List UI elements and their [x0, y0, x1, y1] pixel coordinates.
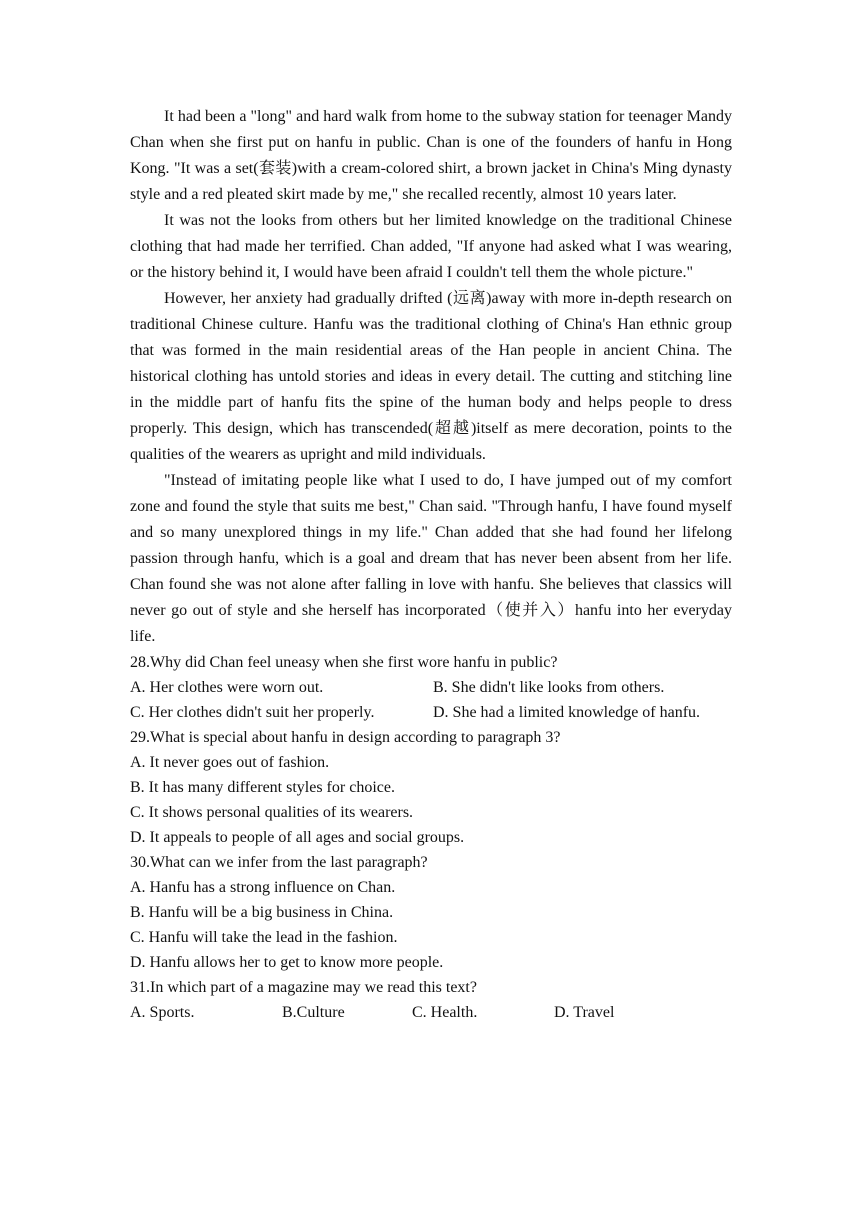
question-28 [130, 650, 732, 725]
option-b: B. Hanfu will be a big business in China. [130, 904, 394, 921]
question-stem: 30.What can we infer from the last paragraph? [130, 854, 428, 871]
question-stem: 31.In which part of a magazine may we read this text? [130, 979, 477, 996]
paragraph-1: It had been a "long" and hard walk from home to the subway station for teenager Mandy Chan when she first put on hanfu in public. Chan is one of the founders of hanfu in Hong Kong. "It was a set(套装)with a cream-colored shirt, a brown jacket in China's Ming dynasty style and a red pleated skirt made by me," she recalled recently, almost 10 years later. [130, 108, 732, 203]
document-page [130, 104, 732, 1025]
option-d: D. Travel [554, 1004, 615, 1021]
paragraph-3: However, her anxiety had gradually drifted (远离)away with more in-depth research on traditional Chinese culture. Hanfu was the traditional clothing of China's Han ethnic group that was formed in the main residential areas of the Han people in ancient China. The historical clothing has untold stories and ideas in every detail. The cutting and stitching line in the middle part of hanfu fits the spine of the human body and helps people to dress properly. This design, which has transcended(超越)itself as mere decoration, points to the qualities of the wearers as upright and mild individuals. [130, 290, 732, 463]
option-c: C. Hanfu will take the lead in the fashion. [130, 929, 398, 946]
reading-passage [130, 104, 732, 650]
option-grid [130, 675, 732, 725]
question-list [130, 650, 732, 1025]
option-d: D. She had a limited knowledge of hanfu. [433, 704, 701, 721]
question-stem: 28.Why did Chan feel uneasy when she first wore hanfu in public? [130, 654, 558, 671]
option-a: A. Hanfu has a strong influence on Chan. [130, 879, 396, 896]
option-d: D. It appeals to people of all ages and social groups. [130, 829, 465, 846]
paragraph-4: "Instead of imitating people like what I used to do, I have jumped out of my comfort zone and found the style that suits me best," Chan said. "Through hanfu, I have found myself and so many unexplored things in my life." Chan added that she had found her lifelong passion through hanfu, which is a goal and dream that has never been absent from her life. Chan found she was not alone after falling in love with hanfu. She believes that classics will never go out of style and she herself has incorporated（使并入）hanfu into her everyday life. [130, 472, 732, 645]
option-c: C. It shows personal qualities of its wearers. [130, 804, 414, 821]
option-b: B. She didn't like looks from others. [433, 679, 665, 696]
option-b: B.Culture [282, 1004, 345, 1021]
question-30 [130, 850, 732, 975]
option-c: C. Her clothes didn't suit her properly. [130, 704, 375, 721]
option-d: D. Hanfu allows her to get to know more people. [130, 954, 444, 971]
option-a: A. Her clothes were worn out. [130, 679, 324, 696]
option-a: A. Sports. [130, 1004, 195, 1021]
option-c: C. Health. [412, 1004, 478, 1021]
question-29 [130, 725, 732, 850]
option-row [130, 1000, 732, 1025]
paragraph-2: It was not the looks from others but her limited knowledge on the traditional Chinese clothing that had made her terrified. Chan added, "If anyone had asked what I was wearing, or the history behind it, I would have been afraid I couldn't tell them the whole picture." [130, 212, 732, 281]
question-31 [130, 975, 732, 1025]
option-a: A. It never goes out of fashion. [130, 754, 330, 771]
question-stem: 29.What is special about hanfu in design according to paragraph 3? [130, 729, 561, 746]
option-b: B. It has many different styles for choice. [130, 779, 395, 796]
